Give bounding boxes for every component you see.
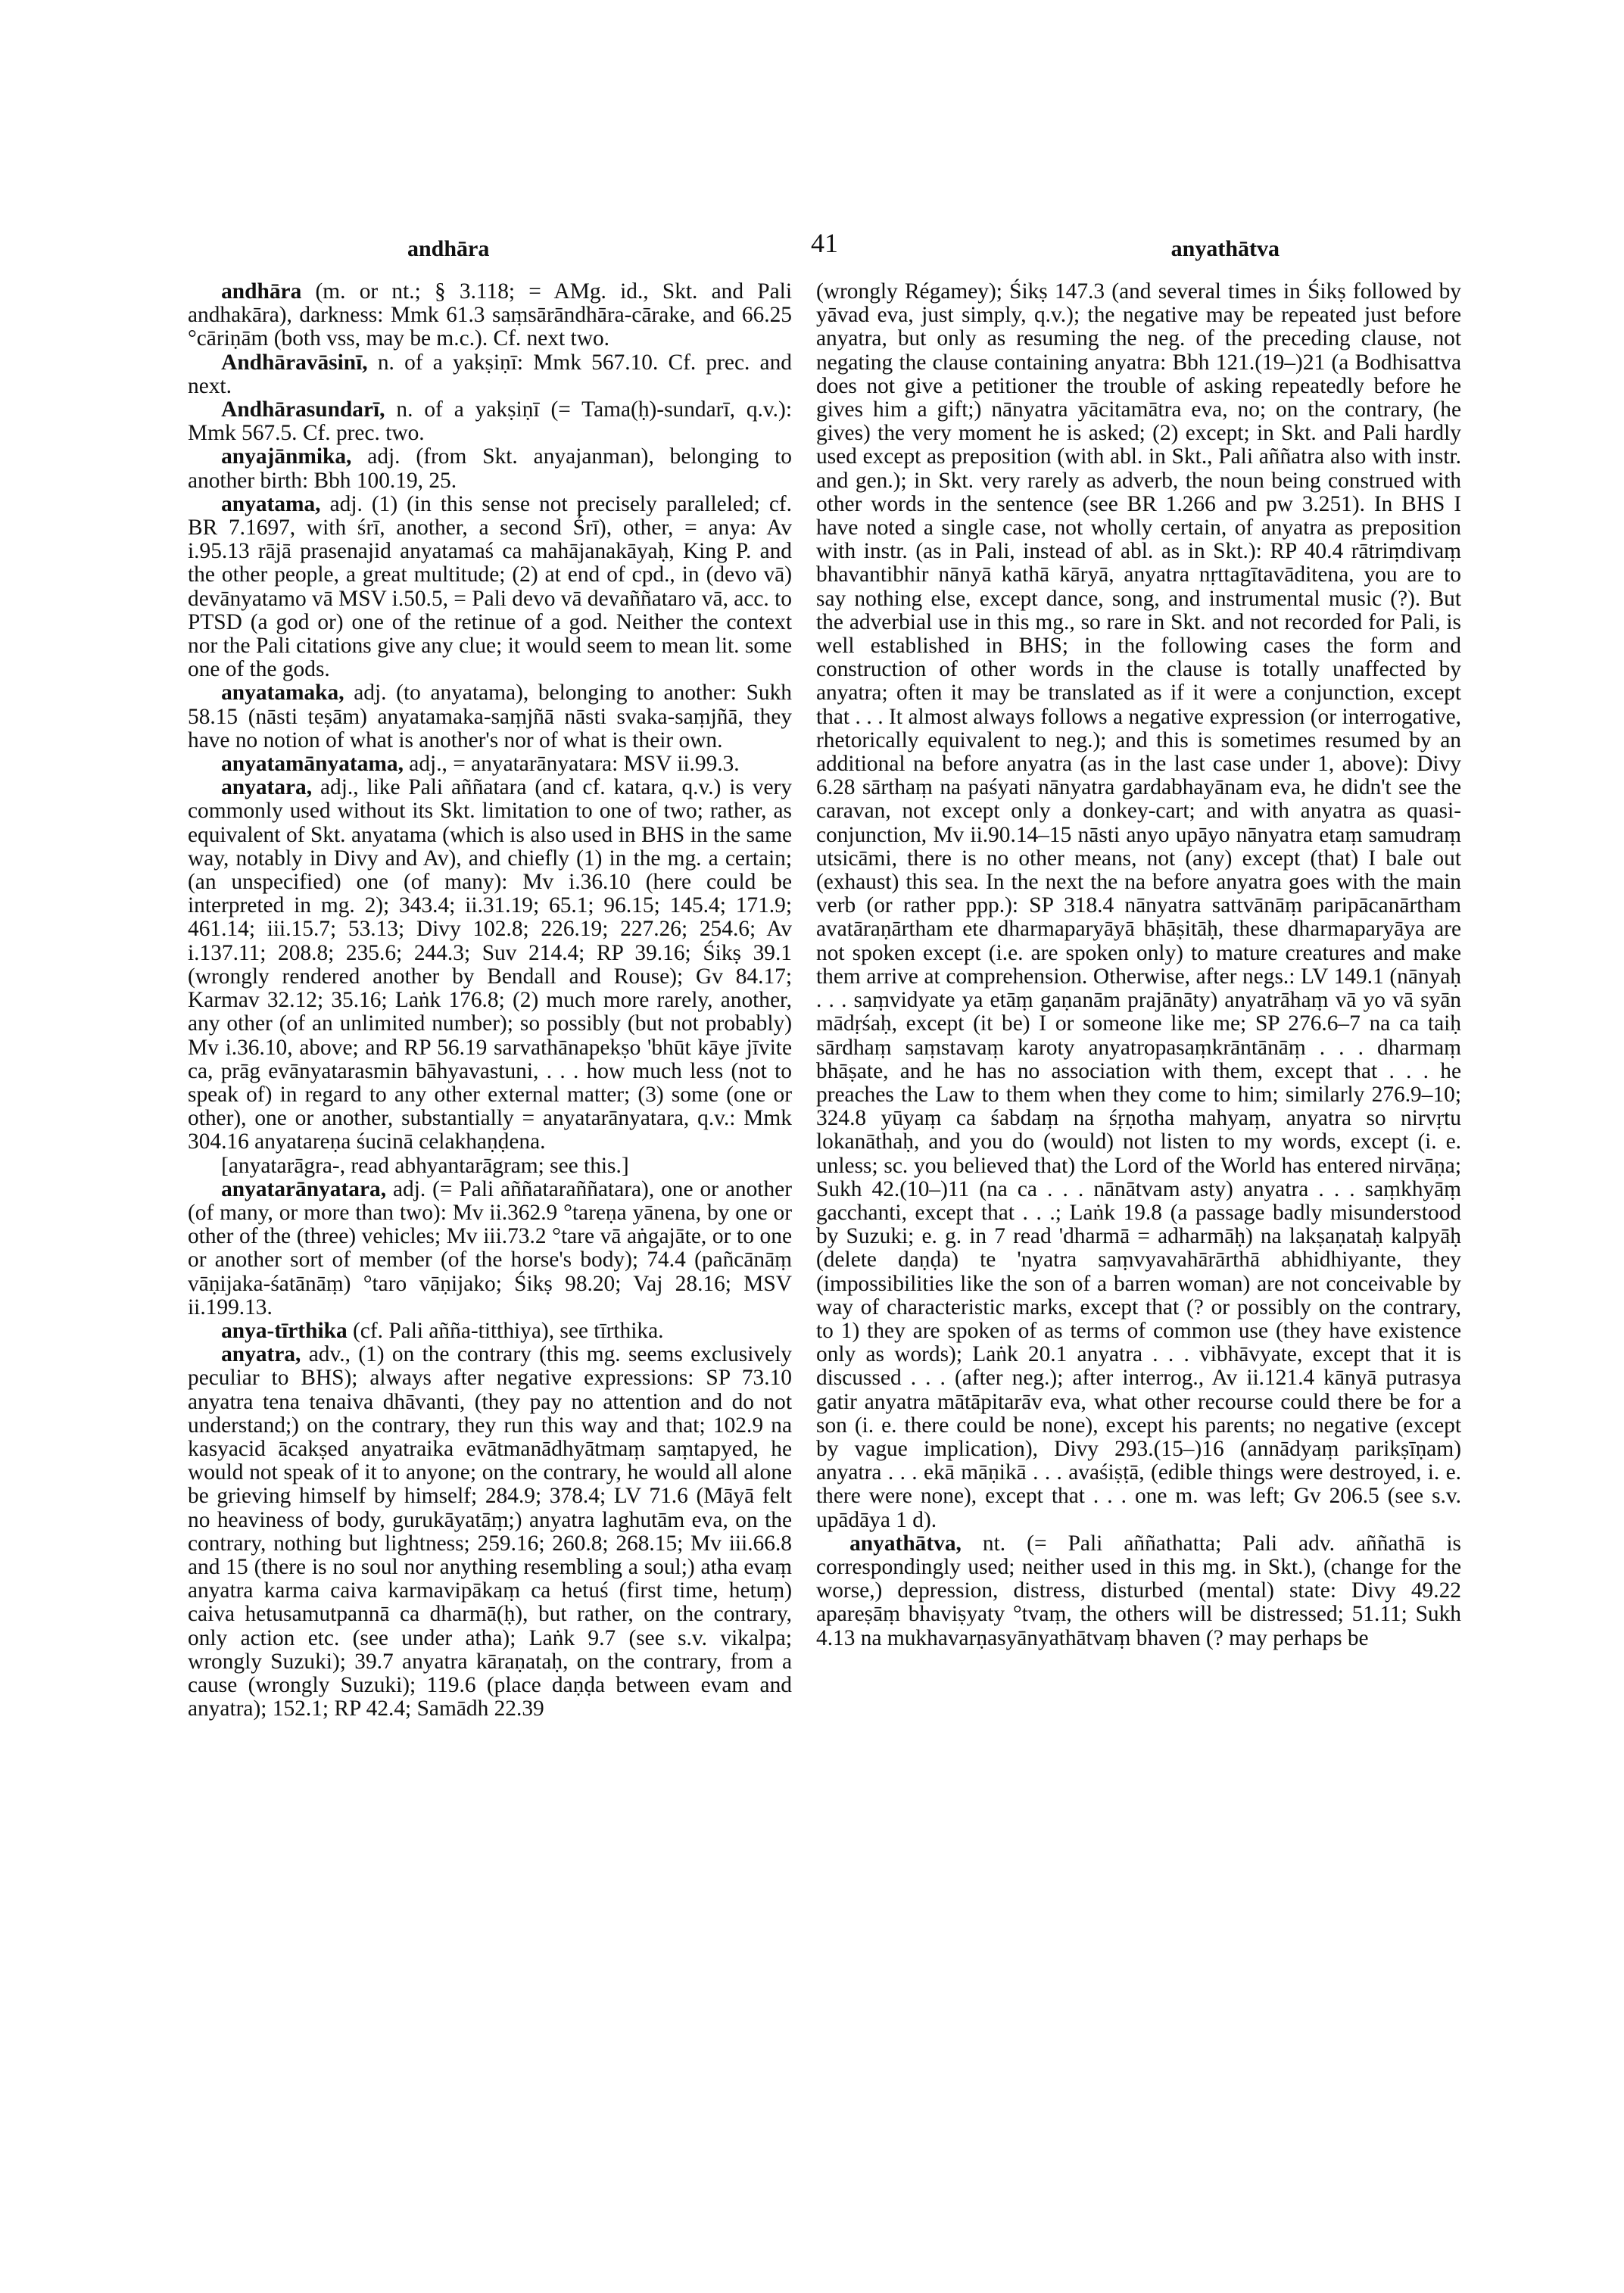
definition: nt. (= Pali aññathatta; Pali adv. aññathā is correspondingly used; neither used in this mg. in Skt.), (change for the worse,) depression, distress, disturbed (mental) state: Divy 49.22 apareṣāṃ bhaviṣyaty °tvaṃ, the others will be distressed; 51.11; Sukh 4.13 na mukhavarṇasyānyathātvaṃ bhaven (? may perhaps be	[816, 1531, 1461, 1650]
entry-anyatamaka	[188, 681, 792, 752]
page-number: 41	[811, 228, 838, 258]
headword: anyatama,	[221, 491, 321, 516]
headword: anyatara,	[221, 775, 313, 800]
entry-anyajanmika	[188, 445, 792, 492]
entry-anyatamanyatama	[188, 752, 792, 776]
entry-anyataragra	[188, 1154, 792, 1178]
headword: anyatamaka,	[221, 681, 344, 706]
left-column	[188, 280, 792, 1721]
headword: anyatra,	[221, 1342, 301, 1367]
page-header	[188, 228, 1461, 274]
headword: anyathātva,	[849, 1531, 962, 1556]
headword: andhāra	[221, 279, 302, 304]
entry-andhara	[188, 280, 792, 351]
definition: adj. (1) (in this sense not precisely paralleled; cf. BR 7.1697, with śrī, another, a second Śrī), other, = anya: Av i.95.13 rājā prasenajid anyatamaś ca mahājanakāyaḥ, King P. and the other people, a great multitude; (2) at end of cpd., in (devo vā) devānyatamo vā MSV i.50.5, = Pali devo vā devaññataro vā, acc. to PTSD (a god or) one of the retinue of a god. Neither the context nor the Pali citations give any clue; it would seem to mean lit. some one of the gods.	[188, 491, 792, 682]
right-running-headword: anyathātva	[1170, 236, 1280, 261]
entry-anyathatva	[816, 1532, 1461, 1650]
entry-anyatra-continued	[816, 280, 1461, 1532]
definition: n. of a yakṣiṇī: Mmk 567.10. Cf. prec. and next.	[188, 350, 792, 398]
definition: n. of a yakṣiṇī (= Tama(ḥ)-sundarī, q.v.): Mmk 567.5. Cf. prec. two.	[188, 397, 792, 446]
definition: (wrongly Régamey); Śikṣ 147.3 (and several times in Śikṣ followed by yāvad eva, just simply, q.v.); the negative may be repeated just before anyatra, but only as resuming the neg. of the preceding clause, not negating the clause containing anyatra: Bbh 121.(19–)21 (a Bodhisattva does not give a petitioner the trouble of asking repeatedly before he gives him a gift;) nānyatra yācitamātra eva, no; on the contrary, (he gives) the very moment he is asked; (2) except; in Skt. and Pali hardly used except as preposition (with abl. in Skt., Pali aññatra also with instr. and gen.); in Skt. very rarely as adverb, the noun being construed with other words in the sentence (see BR 1.266 and pw 3.251). In BHS I have noted a single case, not wholly certain, of anyatra as preposition with instr. (as in Pali, instead of abl. as in Skt.): RP 40.4 rātriṃdivaṃ bhavantibhir nānyā kathā kāryā, anyatra nṛttagītavāditena, you are to say nothing else, except dance, song, and instrumental music (?). But the adverbial use in this mg., so rare in Skt. and not recorded for Pali, is well established in BHS; in the following cases the form and construction of other words in the clause is totally unaffected by anyatra; often it may be translated as if it were a conjunction, except that . . . It almost always follows a negative expression (or interrogative, rhetorically equivalent to neg.); and this is sometimes resumed by an additional na before anyatra (as in the last case under 1, above): Divy 6.28 sārthaṃ na paśyati nānyatra gardabhayānam eva, he didn't see the caravan, not except only a donkey-cart; and with anyatra as quasi-conjunction, Mv ii.90.14–15 nāsti anyo upāyo nānyatra etaṃ samudraṃ utsicāmi, there is no other means, not (any) except (that) I bale out (exhaust) this sea. In the next the na before anyatra goes with the main verb (or rather ppp.): SP 318.4 nānyatra sattvānāṃ paripācanārtham avatāraṇārtham ete dharmaparyāyā bhāṣitāḥ, these dharmaparyāya are not spoken except (i.e. are spoken only) to mature creatures and make them arrive at comprehension. Otherwise, after negs.: LV 149.1 (nānyaḥ . . . saṃvidyate ya etāṃ gaṇanām prajānāty) anyatrāhaṃ vā yo vā syān mādṛśaḥ, except (it be) I or someone like me; SP 276.6–7 na ca taiḥ sārdhaṃ saṃstavaṃ karoty anyatropasaṃkrāntānāṃ . . . dharmaṃ bhāṣate, and he has no association with them, except that . . . he preaches the Law to them when they come to him; similarly 276.9–10; 324.8 yūyaṃ ca śabdaṃ na śṛṇotha mahyaṃ, anyatra so nirvṛtu lokanāthaḥ, and you do (would) not listen to my words, except (i. e. unless; sc. you believed that) the Lord of the World has entered nirvāṇa; Sukh 42.(10–)11 (na ca . . . nānātvam asty) anyatra . . . saṃkhyāṃ gacchanti, except that . . .; Laṅk 19.8 (a passage badly misunderstood by Suzuki; e. g. in 7 read 'dharmā = adharmāḥ) na lakṣaṇataḥ kalpyāḥ (delete daṇḍa) te 'nyatra saṃvyavahārārthā abhidhiyante, they (impossibilities like the son of a barren woman) are not conceivable by way of characteristic marks, except that (? or possibly on the contrary, to 1) they are spoken of as terms of common use (they have existence only as words); Laṅk 20.1 anyatra . . . vibhāvyate, except that it is discussed . . . (after neg.); after interrog., Av ii.121.4 kānyā putrasya gatir anyatra mātāpitarāv eva, what other recourse could there be for a son (i. e. there could be none), except his parents; no negative (except by vague implication), Divy 293.(15–)16 (annādyaṃ parikṣīṇam) anyatra . . . ekā māṇikā . . . avaśiṣṭā, (edible things were destroyed, i. e. there were none), except that . . . one m. was left; Gv 206.5 (see s.v. upādāya 1 d).	[816, 279, 1461, 1532]
headword: anyajānmika,	[221, 444, 352, 469]
entry-anya-tirthika	[188, 1319, 792, 1343]
headword: Andhāravāsinī,	[221, 350, 368, 375]
definition: adj. (= Pali aññataraññatara), one or another (of many, or more than two): Mv ii.362.9 °tareṇa yānena, by one or other of the (three) vehicles; Mv iii.73.2 °tare vā aṅgajāte, or to one or another sort of member (of the horse's body); 74.4 (pañcānāṃ vāṇijaka-śatānāṃ) °taro vāṇijako; Śikṣ 98.20; Vaj 28.16; MSV ii.199.13.	[188, 1176, 792, 1319]
definition: (cf. Pali añña-titthiya), see tīrthika.	[347, 1318, 664, 1343]
definition: adj. (to anyatama), belonging to another: Sukh 58.15 (nāsti teṣām) anyatamaka-saṃjñā nāsti svaka-saṃjñā, they have no notion of what is another's nor of what is their own.	[188, 681, 792, 752]
entry-anyatra	[188, 1343, 792, 1721]
definition: (m. or nt.; § 3.118; = AMg. id., Skt. and Pali andhakāra), darkness: Mmk 61.3 saṃsārāndhāra-cārake, and 66.25 °cāriṇām (both vss, may be m.c.). Cf. next two.	[188, 279, 792, 351]
definition: adv., (1) on the contrary (this mg. seems exclusively peculiar to BHS); always after negative expressions: SP 73.10 anyatra tena tenaiva dhāvanti, (they pay no attention and do not understand;) on the contrary, they run this way and that; 102.9 na kasyacid ācakṣed anyatraika evātmanādhyātmaṃ saṃtapyed, he would not speak of it to anyone; on the contrary, he would all alone be grieving himself by himself; 284.9; 378.4; LV 71.6 (Māyā felt no heaviness of body, gurukāyatāṃ;) anyatra laghutām eva, on the contrary, nothing but lightness; 259.16; 260.8; 268.15; Mv iii.66.8 and 15 (there is no soul nor anything resembling a soul;) atha evaṃ anyatra karma caiva karmavipākaṃ ca hetuś (first time, hetuṃ) caiva hetusamutpannā ca dharmā(ḥ), but rather, on the contrary, only action etc. (see under atha); Laṅk 9.7 (see s.v. vikalpa; wrongly Suzuki); 39.7 anyatra kāraṇataḥ, on the contrary, from a cause (wrongly Suzuki); 119.6 (place daṇḍa between evam and anyatra); 152.1; RP 42.4; Samādh 22.39	[188, 1342, 792, 1721]
entry-andharasundari	[188, 398, 792, 445]
entry-anyatara	[188, 776, 792, 1154]
definition: adj., like Pali aññatara (and cf. katara, q.v.) is very commonly used without its Skt. limitation to one of two; rather, as equivalent of Skt. anyatama (which is also used in BHS in the same way, notably in Divy and Av), and chiefly (1) in the mg. a certain; (an unspecified) one (of many): Mv i.36.10 (here could be interpreted in mg. 2); 343.4; ii.31.19; 65.1; 96.15; 145.4; 171.9; 461.14; iii.15.7; 53.13; Divy 102.8; 226.19; 227.26; 254.6; Av i.137.11; 208.8; 235.6; 244.3; Suv 214.4; RP 39.16; Śikṣ 39.1 (wrongly rendered another by Bendall and Rouse); Gv 84.17; Karmav 32.12; 35.16; Laṅk 176.8; (2) much more rarely, another, any other (of an unlimited number); so possibly (but not probably) Mv i.36.10, above; and RP 56.19 sarvathānapekṣo 'bhūt kāye jīvite ca, prāg evānyatarasmin bāhyavastuni, . . . how much less (not to speak of) in regard to any other external matter; (3) some (one or other), one or another, substantially = anyatarānyatara, q.v.: Mmk 304.16 anyatareṇa śucinā celakhaṇḍena.	[188, 775, 792, 1154]
left-running-headword: andhāra	[407, 236, 490, 261]
definition: [anyatarāgra-, read abhyantarāgram; see this.]	[221, 1153, 629, 1178]
entry-anyatama	[188, 493, 792, 682]
definition: adj. (from Skt. anyajanman), belonging to another birth: Bbh 100.19, 25.	[188, 444, 792, 493]
headword: anya-tīrthika	[221, 1318, 348, 1343]
right-column	[816, 280, 1461, 1650]
headword: anyatamānyatama,	[221, 752, 404, 777]
entry-andharavasini	[188, 351, 792, 398]
headword: anyatarānyatara,	[221, 1176, 387, 1201]
definition: adj., = anyatarānyatara: MSV ii.99.3.	[403, 752, 740, 777]
headword: Andhārasundarī,	[221, 397, 385, 422]
entry-anyataranyatara	[188, 1178, 792, 1319]
